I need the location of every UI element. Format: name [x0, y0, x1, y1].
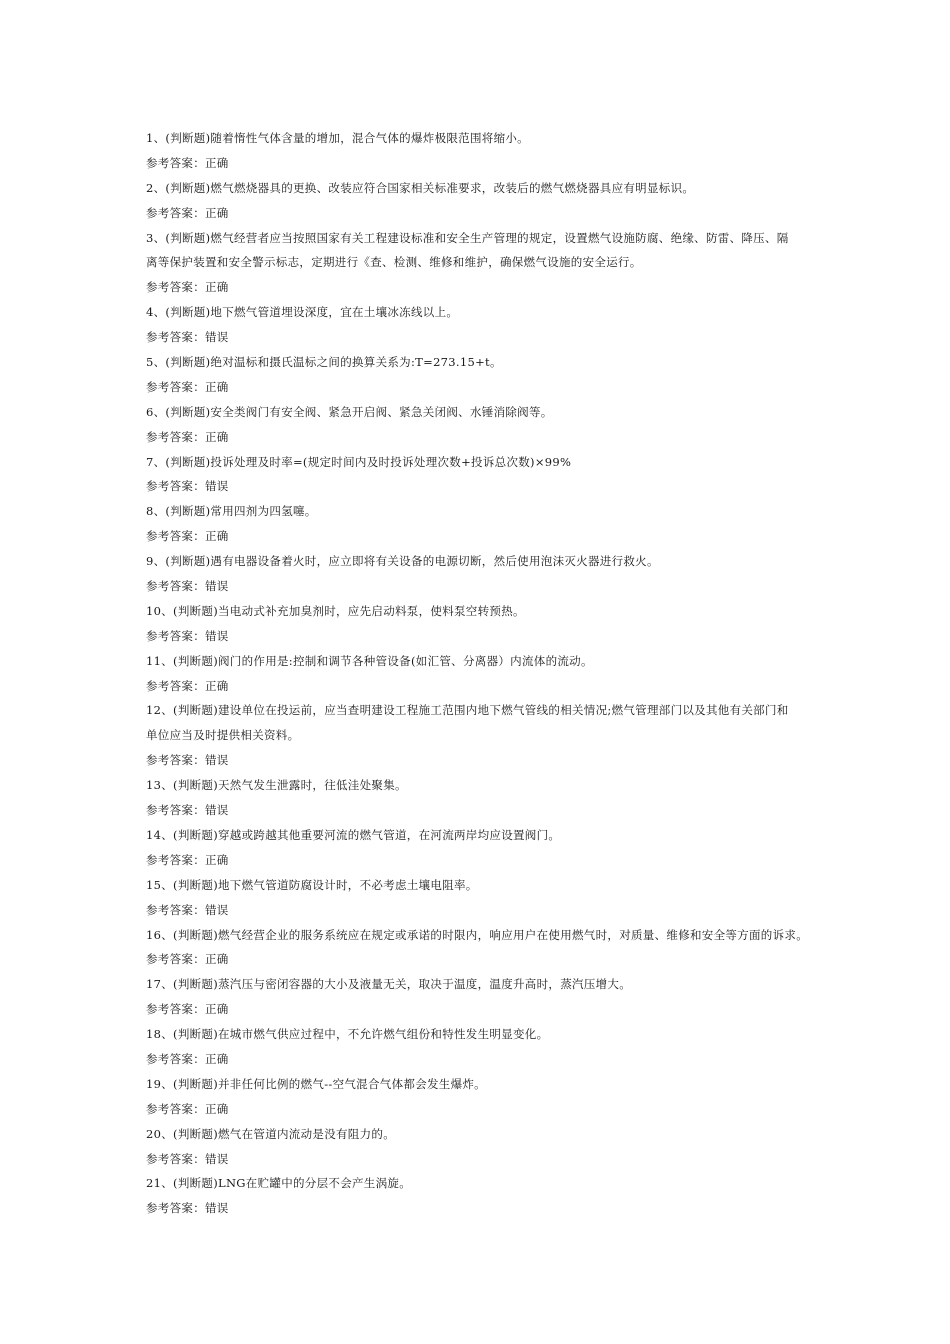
answer-6: 参考答案：正确 [146, 429, 229, 444]
answer-14: 参考答案：正确 [146, 852, 229, 867]
answer-11: 参考答案：正确 [146, 678, 229, 693]
answer-17: 参考答案：正确 [146, 1002, 229, 1017]
question-15-text: 15、(判断题)地下燃气管道防腐设计时，不必考虑土壤电阻率。 [146, 877, 478, 892]
answer-19: 参考答案：正确 [146, 1101, 229, 1116]
answer-1: 参考答案：正确 [146, 155, 229, 170]
question-6-text: 6、(判断题)安全类阀门有安全阀、紧急开启阀、紧急关闭阀、水锤消除阀等。 [146, 404, 553, 419]
answer-2: 参考答案：正确 [146, 205, 229, 220]
answer-5: 参考答案：正确 [146, 379, 229, 394]
question-2-text: 2、(判断题)燃气燃烧器具的更换、改装应符合国家相关标准要求，改装后的燃气燃烧器具应有明显标识。 [146, 180, 695, 195]
question-list [146, 126, 816, 1221]
answer-9: 参考答案：错误 [146, 579, 229, 594]
question-21-text: 21、(判断题)LNG在贮罐中的分层不会产生涡旋。 [146, 1176, 411, 1191]
question-3-text-continued: 离等保护装置和安全警示标志，定期进行《查、检测、维修和维护，确保燃气设施的安全运行。 [146, 255, 642, 270]
question-9-text: 9、(判断题)遇有电器设备着火时，应立即将有关设备的电源切断，然后使用泡沫灭火器进行救火。 [146, 554, 659, 569]
answer-4: 参考答案：错误 [146, 330, 229, 345]
question-3-text: 3、(判断题)燃气经营者应当按照国家有关工程建设标准和安全生产管理的规定，设置燃气设施防腐、绝缘、防雷、降压、隔 [146, 230, 789, 245]
question-1-text: 1、(判断题)随着惰性气体含量的增加，混合气体的爆炸极限范围将缩小。 [146, 131, 529, 145]
question-14-text: 14、(判断题)穿越或跨越其他重要河流的燃气管道，在河流两岸均应设置阀门。 [146, 827, 561, 842]
question-10-text: 10、(判断题)当电动式补充加臭剂时，应先启动料泵，使料泵空转预热。 [146, 603, 525, 618]
question-16-text: 16、(判断题)燃气经营企业的服务系统应在规定或承诺的时限内，响应用户在使用燃气时，对质量、维修和安全等方面的诉求。 [146, 927, 808, 942]
question-20-text: 20、(判断题)燃气在管道内流动是没有阻力的。 [146, 1126, 396, 1141]
answer-8: 参考答案：正确 [146, 529, 229, 544]
question-11-text: 11、(判断题)阀门的作用是:控制和调节各种管设备(如汇管、分离器）内流体的流动。 [146, 653, 593, 668]
answer-20: 参考答案：错误 [146, 1151, 229, 1166]
question-13-text: 13、(判断题)天然气发生泄露时，往低洼处聚集。 [146, 778, 407, 793]
answer-7: 参考答案：错误 [146, 479, 229, 494]
question-4-text: 4、(判断题)地下燃气管道埋设深度，宜在土壤冰冻线以上。 [146, 305, 459, 320]
question-8-text: 8、(判断题)常用四剂为四氢噻。 [146, 504, 317, 519]
answer-12: 参考答案：错误 [146, 753, 229, 768]
answer-10: 参考答案：错误 [146, 628, 229, 643]
answer-21: 参考答案：错误 [146, 1201, 229, 1216]
answer-3: 参考答案：正确 [146, 280, 229, 295]
answer-16: 参考答案：正确 [146, 952, 229, 967]
answer-15: 参考答案：错误 [146, 902, 229, 917]
answer-13: 参考答案：错误 [146, 803, 229, 818]
question-12-text-continued: 单位应当及时提供相关资料。 [146, 728, 300, 743]
question-17-text: 17、(判断题)蒸汽压与密闭容器的大小及液量无关，取决于温度，温度升高时，蒸汽压增大。 [146, 977, 632, 992]
question-5-text: 5、(判断题)绝对温标和摄氏温标之间的换算关系为:T=273.15+t。 [146, 355, 502, 370]
answer-18: 参考答案：正确 [146, 1051, 229, 1066]
question-18-text: 18、(判断题)在城市燃气供应过程中，不允许燃气组份和特性发生明显变化。 [146, 1027, 549, 1042]
question-7-text: 7、(判断题)投诉处理及时率=(规定时间内及时投诉处理次数+投诉总次数)×99% [146, 454, 572, 469]
question-12-text: 12、(判断题)建设单位在投运前，应当查明建设工程施工范围内地下燃气管线的相关情况;燃气管理部门以及其他有关部门和 [146, 703, 789, 718]
question-19-text: 19、(判断题)并非任何比例的燃气--空气混合气体都会发生爆炸。 [146, 1076, 486, 1091]
